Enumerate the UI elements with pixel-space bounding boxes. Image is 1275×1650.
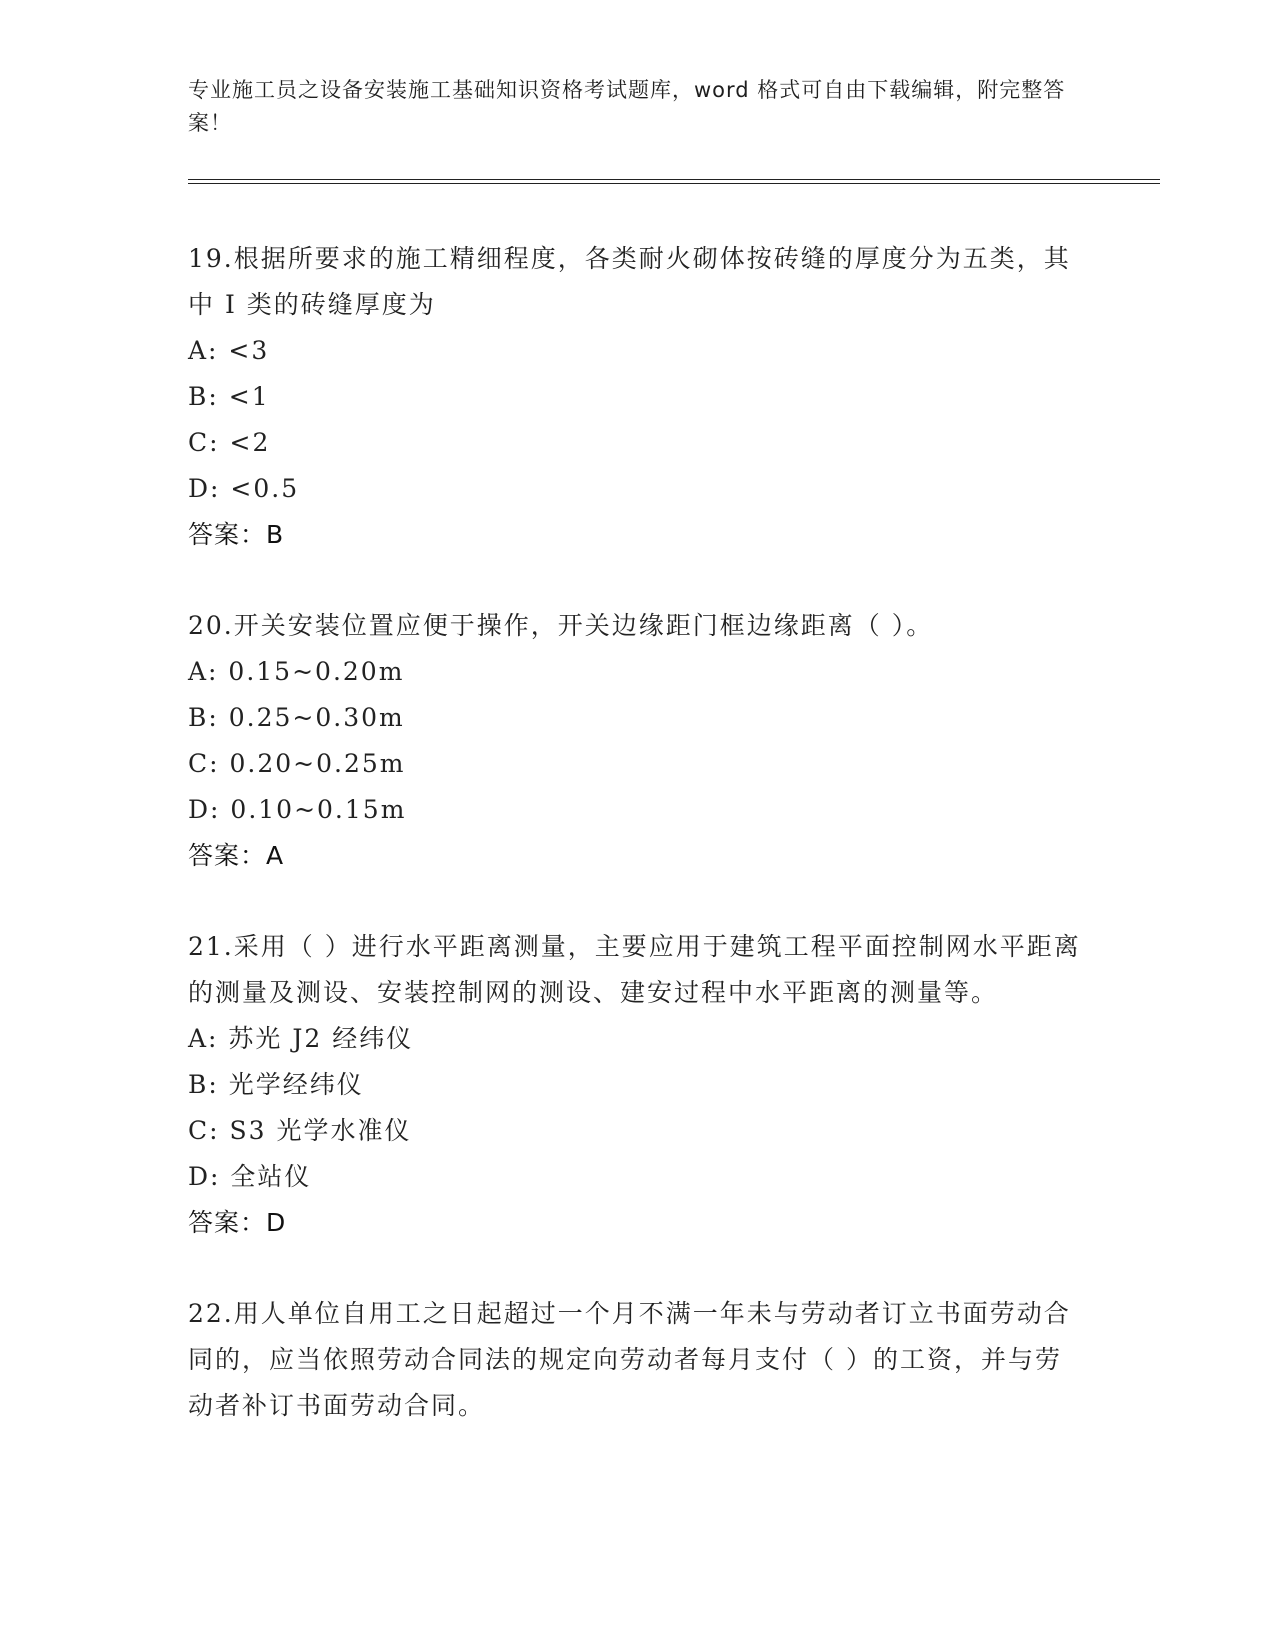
option-a: A: <3 (188, 336, 270, 365)
question-list (188, 236, 1088, 1474)
question-19 (188, 236, 1088, 558)
question-body: 采用（ ）进行水平距离测量，主要应用于建筑工程平面控制网水平距离的测量及测设、安装控制网的测设、建安过程中水平距离的测量等。 (188, 932, 1081, 1007)
option-d: D: 全站仪 (188, 1162, 312, 1191)
question-22 (188, 1291, 1088, 1429)
option-d: D: 0.10~0.15m (188, 795, 407, 824)
question-number: 22. (188, 1299, 234, 1328)
question-body: 用人单位自用工之日起超过一个月不满一年未与劳动者订立书面劳动合同的，应当依照劳动合同法的规定向劳动者每月支付（ ）的工资，并与劳动者补订书面劳动合同。 (188, 1299, 1071, 1420)
option-c: C: 0.20~0.25m (188, 749, 406, 778)
option-c: C: <2 (188, 428, 271, 457)
question-number: 19. (188, 244, 234, 273)
answer: 答案：A (188, 841, 285, 870)
question-text (188, 1291, 1088, 1429)
option-a: A: 0.15~0.20m (188, 657, 405, 686)
header-divider-bottom (188, 183, 1160, 184)
answer: 答案：B (188, 520, 285, 549)
question-text (188, 236, 1088, 328)
answer: 答案：D (188, 1208, 287, 1237)
question-number: 20. (188, 611, 234, 640)
option-c: C: S3 光学水准仪 (188, 1116, 412, 1145)
question-body: 开关安装位置应便于操作，开关边缘距门框边缘距离（ ）。 (233, 611, 934, 640)
question-text (188, 603, 1088, 649)
document-header: 专业施工员之设备安装施工基础知识资格考试题库，word 格式可自由下载编辑，附完整答案！ (188, 78, 1066, 135)
option-d: D: <0.5 (188, 474, 300, 503)
option-b: B: <1 (188, 382, 270, 411)
option-b: B: 0.25~0.30m (188, 703, 405, 732)
header-divider-top (188, 179, 1160, 180)
option-b: B: 光学经纬仪 (188, 1070, 364, 1099)
question-20 (188, 603, 1088, 879)
question-number: 21. (188, 932, 234, 961)
option-a: A: 苏光 J2 经纬仪 (188, 1024, 414, 1053)
question-text (188, 924, 1088, 1016)
question-21 (188, 924, 1088, 1246)
question-body: 根据所要求的施工精细程度，各类耐火砌体按砖缝的厚度分为五类，其中 I 类的砖缝厚度为 (188, 244, 1071, 319)
